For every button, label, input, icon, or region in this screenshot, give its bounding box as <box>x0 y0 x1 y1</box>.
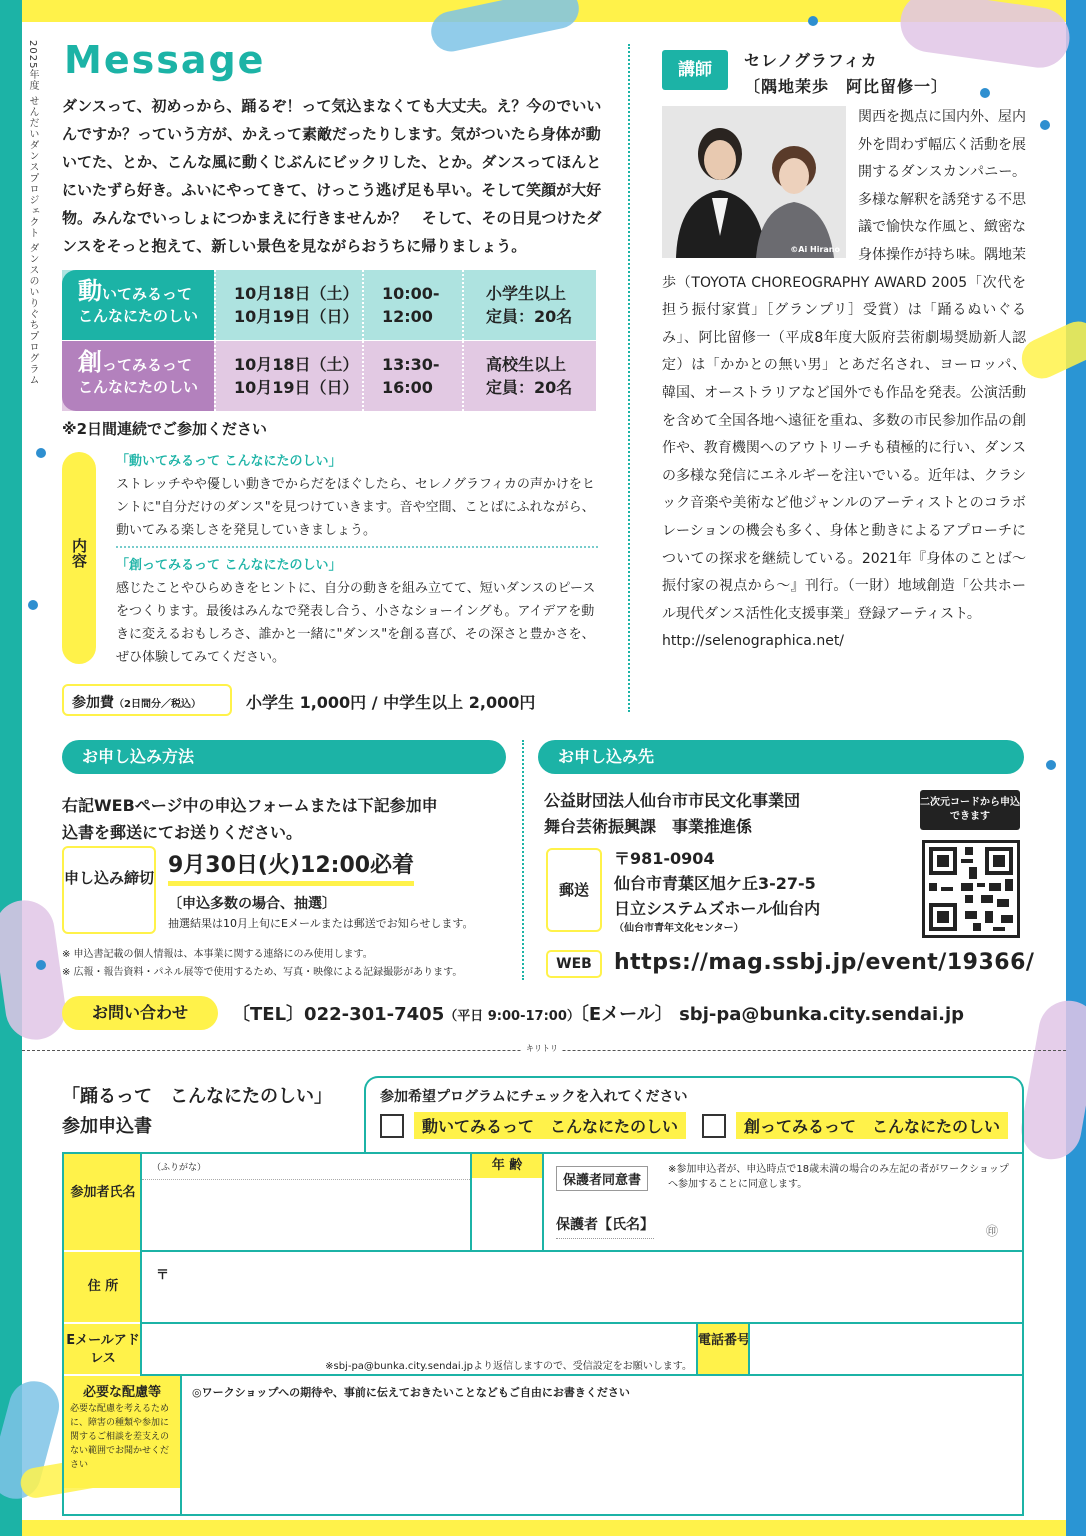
needs-field[interactable]: ◎ワークショップへの期待や、事前に伝えておきたいことなどもご自由にお書きください <box>180 1374 1024 1516</box>
frame-right-band <box>1066 0 1086 1536</box>
decor-dot <box>808 16 818 26</box>
two-days-note: ※2日間連続でご参加ください <box>62 420 268 438</box>
address-label: 住 所 <box>64 1252 142 1322</box>
decor-dot <box>28 600 38 610</box>
brush-stroke <box>0 897 69 1044</box>
mail-address: 〒981-0904 仙台市青葉区旭ケ丘3-27-5 日立システムズホール仙台内 （仙台市青年文化センター） <box>614 849 821 934</box>
apply-divider <box>522 740 524 980</box>
phone-field[interactable] <box>748 1322 1024 1376</box>
program-option-create[interactable] <box>702 1112 1008 1139</box>
web-label: WEB <box>546 950 602 978</box>
lottery-info: 〔申込多数の場合、抽選〕 抽選結果は10月上旬にEメールまたは郵送でお知らせします。 <box>168 896 474 930</box>
apply-to-org: 公益財団法人仙台市市民文化事業団 舞台芸術振興課 事業推進係 <box>544 791 801 836</box>
content-label: 内容 <box>62 452 96 664</box>
apply-method-body: 右記WEBページ中の申込フォームまたは下記参加申込書を郵送にてお送りください。 <box>62 796 438 842</box>
program-name: 動いてみるって こんなにたのしい <box>62 270 214 340</box>
needs-label: 必要な配慮等 必要な配慮を考えるために、障害の種類や参加に関するご相談を差支えのない範囲でお聞かせください <box>64 1376 180 1488</box>
age-field[interactable] <box>470 1152 544 1252</box>
qr-code[interactable] <box>922 840 1020 938</box>
decor-dot <box>36 448 46 458</box>
program-target: 高校生以上 定員：20名 <box>462 341 596 411</box>
fee-value: 小学生 1,000円 / 中学生以上 2,000円 <box>246 693 536 712</box>
guardian-consent: 保護者同意書 ※参加申込者が、申込時点で18歳未満の場合のみ左記の者がワークショップへ参加することに同意します。 保護者【氏名】 ㊞ <box>542 1152 1024 1252</box>
fee-label: 参加費（2日間分／税込） <box>62 684 232 716</box>
deadline-label: 申し込み締切 <box>62 846 156 934</box>
apply-notes: ※ 申込書記載の個人情報は、本事業に関する連絡にのみ使用します。 ※ 広報・報告資料・パネル展等で使用するため、写真・映像による記録撮影があります。 <box>62 949 463 978</box>
apply-to-title: お申し込み先 <box>538 740 1024 774</box>
phone-label: 電話番号 <box>698 1324 750 1374</box>
deadline-date: 9月30日(火)12:00必着 <box>168 848 414 886</box>
qr-label: 二次元コードから申込できます <box>920 790 1020 830</box>
option-create-label: 創ってみるって こんなにたのしい <box>736 1112 1008 1139</box>
decor-dot <box>1046 760 1056 770</box>
option-move-label: 動いてみるって こんなにたのしい <box>414 1112 686 1139</box>
program-times: 13:30- 16:00 <box>362 341 462 411</box>
frame-bottom-band <box>0 1520 1086 1536</box>
content-move-title: 「動いてみるって こんなにたのしい」 <box>116 454 342 469</box>
inquiry-email[interactable]: sbj-pa@bunka.city.sendai.jp <box>679 1004 965 1025</box>
form-title: 「踊るって こんなにたのしい」 参加申込書 <box>62 1086 332 1137</box>
name-field[interactable]: （ふりがな） <box>140 1152 472 1252</box>
age-label: 年 齢 <box>472 1154 542 1178</box>
program-dates: 10月18日（土） 10月19日（日） <box>214 341 362 411</box>
schedule-row-create <box>62 341 596 411</box>
decor-dot <box>980 88 990 98</box>
program-check-title: 参加希望プログラムにチェックを入れてください <box>380 1089 688 1105</box>
decor-dot <box>36 960 46 970</box>
decor-dot <box>1040 120 1050 130</box>
content-divider <box>116 546 598 548</box>
inquiry-tel[interactable]: 022-301-7405 <box>304 1004 445 1025</box>
email-field[interactable]: ※sbj-pa@bunka.city.sendai.jpより返信しますので、受信設定をお願いします。 <box>140 1322 698 1376</box>
frame-left-band <box>0 0 22 1536</box>
side-title: 2025年度 せんだいダンスプロジェクト ダンスのいりぐちプログラム <box>27 40 38 386</box>
instructor-tag: 講師 <box>662 50 728 90</box>
mail-label: 郵送 <box>546 848 602 932</box>
content-create-body: 感じたことやひらめきをヒントに、自分の動きを組み立てて、短いダンスのピースをつくります。最後はみんなで発表し合う、小さなショーイングも。アイデアを動きに変えるおもしろさ、誰かと一緒に"ダンス"を創る喜び、その深さと豊かさを、ぜひ体験してみてください。 <box>116 581 596 665</box>
checkbox-create[interactable] <box>702 1114 726 1138</box>
email-label: Eメールアドレス <box>64 1324 142 1374</box>
content-move-body: ストレッチやや優しい動きでからだをほぐしたら、セレノグラフィカの声かけをヒントに"自分だけのダンス"を見つけていきます。音や空間、ことばにふれながら、動いてみる楽しさを発見していきましょう。 <box>116 477 595 538</box>
instructor-name: セレノグラフィカ 〔隅地茉歩 阿比留修一〕 <box>744 51 949 96</box>
checkbox-move[interactable] <box>380 1114 404 1138</box>
apply-method-title: お申し込み方法 <box>62 740 506 774</box>
content-create-title: 「創ってみるって こんなにたのしい」 <box>116 558 342 573</box>
message-title: Message <box>64 38 266 82</box>
schedule-row-move <box>62 270 596 340</box>
program-option-move[interactable] <box>380 1112 686 1139</box>
instructor-bio: 関西を拠点に国内外、屋内外を問わず幅広く活動を展開するダンスカンパニー。多様な解釈を誘発する不思議で愉快な作風と、緻密な身体操作が持ち味。隅地茉歩（TOYOTA CHOREOGRAPHY AWARD 2005「次代を担う振付家賞」［グランプリ］受賞）は「踊るぬいぐるみ」、阿比留修一（平成8年度大阪府芸術劇場奨励新人認定）は「かかとの無い男」とあだ名され、ヨーロッパ、韓国、オーストラリアなど国外でも作品を発表。公演活動を含めて全国各地へ遠征を重ね、多数の市民参加作品の創作や、教育機関へのアウトリーチも積極的に行い、ダンスの多様な発信にエネルギーを注いでいる。近年は、クラシック音楽や美術など他ジャンルのアーティストとのコラボレーションの機会も多く、身体と動きによるアプローチについての探求を継続している。2021年『身体のことば～振付家の視点から～』刊行。（一財）地域創造「公共ホール現代ダンス活性化支援事業」登録アーティスト。 http://selenographica.net/ <box>662 109 1026 650</box>
name-label: 参加者氏名 <box>64 1154 142 1250</box>
program-dates: 10月18日（土） 10月19日（日） <box>214 270 362 340</box>
inquiry-label: お問い合わせ <box>62 996 218 1030</box>
photo-credit: ©Ai Hirano <box>790 245 840 254</box>
web-url-link[interactable]: https://mag.ssbj.jp/event/19366/ <box>614 950 1035 975</box>
program-times: 10:00- 12:00 <box>362 270 462 340</box>
inquiry-contacts: 〔TEL〕022-301-7405（平日 9:00-17:00）〔Eメール〕 sbj-pa@bunka.city.sendai.jp <box>232 1004 965 1025</box>
content-move <box>116 450 598 542</box>
program-target: 小学生以上 定員：20名 <box>462 270 596 340</box>
brush-stroke <box>1017 996 1086 1164</box>
content-create <box>116 554 598 669</box>
column-divider <box>628 44 630 712</box>
instructor-url[interactable]: http://selenographica.net/ <box>662 633 845 650</box>
cut-label: キリトリ <box>522 1043 562 1054</box>
address-field[interactable]: 〒 <box>140 1250 1024 1324</box>
message-body: ダンスって、初めっから、踊るぞ！って気込まなくても大丈夫。え？今のでいいんですか？っていう方が、かえって素敵だったりします。気がついたら身体が動いてた、とか、こんな風に動くじぶんにビックリした、とか。ダンスってほんとにいたずら好き。ふいにやってきて、けっこう逃げ足も早い。そして笑顔が大好物。みんなでいっしょにつかまえに行きませんか？ そして、その日見つけたダンスをそっと抱えて、新しい景色を見ながらおうちに帰りましょう。 <box>62 97 602 255</box>
program-name: 創ってみるって こんなにたのしい <box>62 341 214 411</box>
